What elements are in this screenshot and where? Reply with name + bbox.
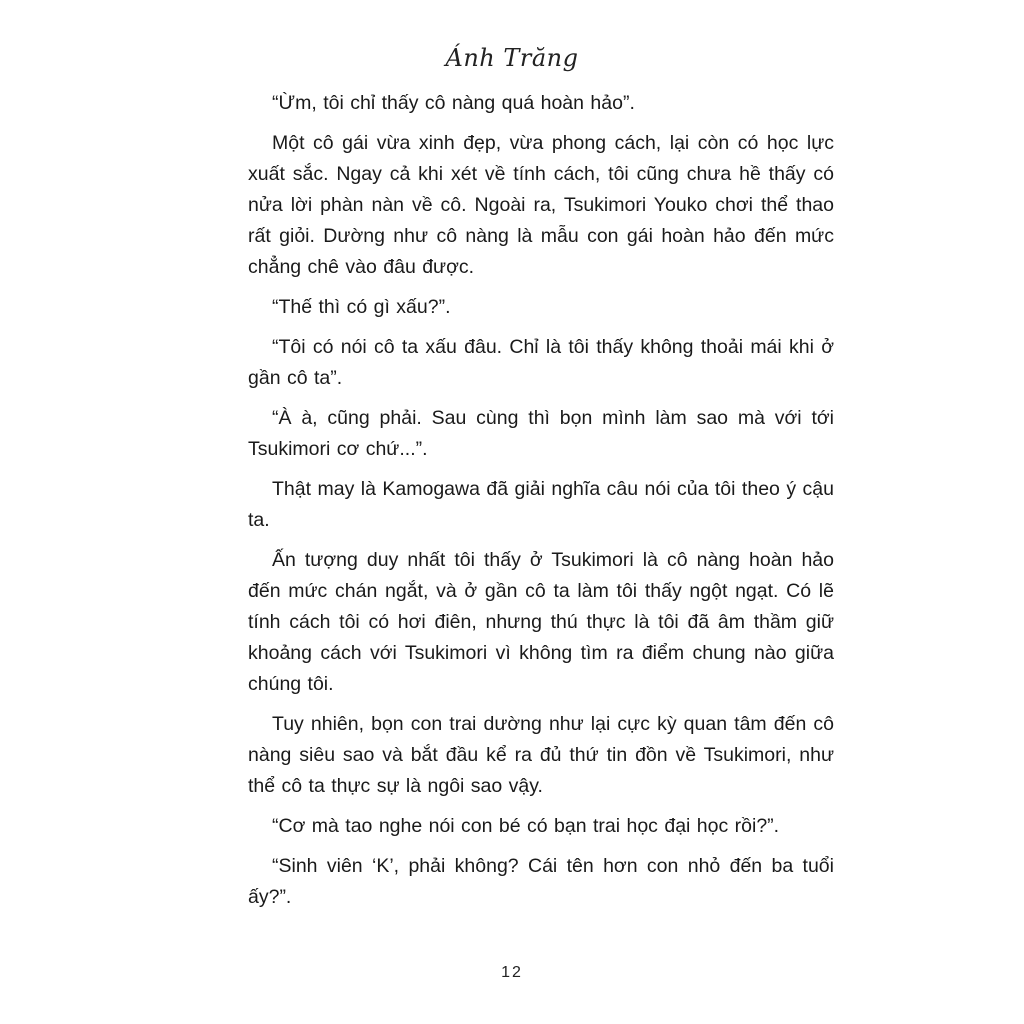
paragraph: “Tôi có nói cô ta xấu đâu. Chỉ là tôi thấy không thoải mái khi ở gần cô ta”.	[248, 336, 834, 389]
running-title: Ánh Trăng	[445, 44, 579, 72]
body-text	[248, 88, 834, 922]
paragraph: “Cơ mà tao nghe nói con bé có bạn trai học đại học rồi?”.	[272, 815, 780, 837]
paragraph: Ấn tượng duy nhất tôi thấy ở Tsukimori là cô nàng hoàn hảo đến mức chán ngắt, và ở gần cô ta làm tôi thấy ngột ngạt. Có lẽ tính cách tôi có hơi điên, nhưng thú thực là tôi đã âm thầm giữ khoảng cách với Tsukimori vì không tìm ra điểm chung nào giữa chúng tôi.	[248, 549, 834, 695]
paragraph: Một cô gái vừa xinh đẹp, vừa phong cách, lại còn có học lực xuất sắc. Ngay cả khi xét về tính cách, tôi cũng chưa hề thấy có nửa lời phàn nàn về cô. Ngoài ra, Tsukimori Youko chơi thể thao rất giỏi. Dường như cô nàng là mẫu con gái hoàn hảo đến mức chẳng chê vào đâu được.	[248, 132, 834, 278]
paragraph: “À à, cũng phải. Sau cùng thì bọn mình làm sao mà với tới Tsukimori cơ chứ...”.	[248, 407, 834, 460]
page-number: 12	[501, 964, 523, 981]
paragraph: Thật may là Kamogawa đã giải nghĩa câu nói của tôi theo ý cậu ta.	[248, 478, 834, 531]
paragraph: “Thế thì có gì xấu?”.	[272, 296, 451, 318]
paragraph: “Sinh viên ‘K’, phải không? Cái tên hơn con nhỏ đến ba tuổi ấy?”.	[248, 855, 834, 908]
paragraph: “Ừm, tôi chỉ thấy cô nàng quá hoàn hảo”.	[272, 92, 635, 114]
paragraph: Tuy nhiên, bọn con trai dường như lại cực kỳ quan tâm đến cô nàng siêu sao và bắt đầu kể ra đủ thứ tin đồn về Tsukimori, như thể cô ta thực sự là ngôi sao vậy.	[248, 713, 834, 797]
